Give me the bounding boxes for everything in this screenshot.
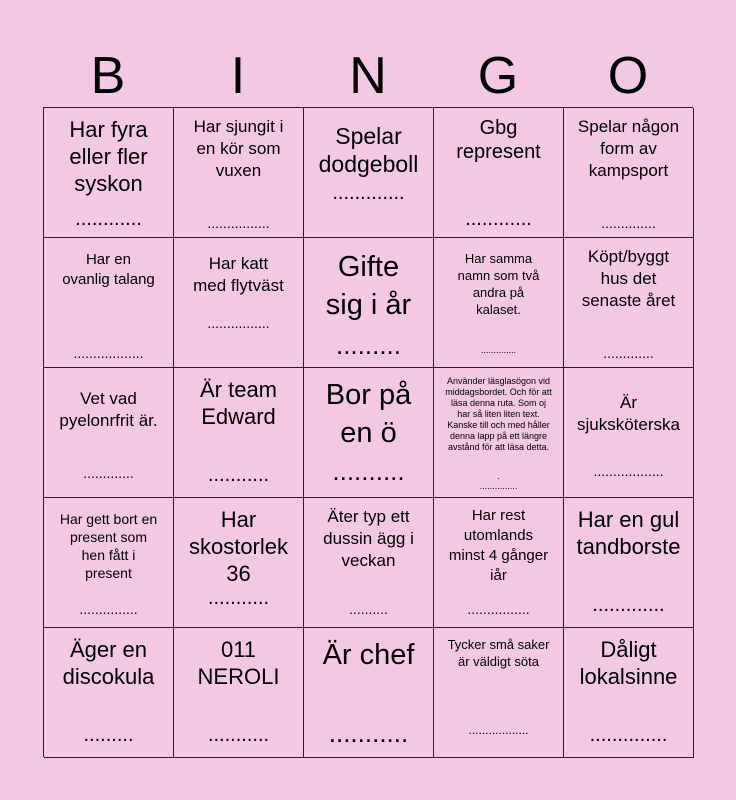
cell-text: Köpt/byggt hus det senaste året	[581, 247, 676, 310]
cell-blank-line: .............	[83, 465, 134, 481]
cell-text: Tycker små saker är väldigt söta	[447, 637, 550, 669]
cell-text: Har sjungit i en kör som vuxen	[193, 117, 284, 180]
cell-blank-line: ...........	[207, 587, 270, 609]
cell-blank-line: ..................	[468, 723, 529, 737]
cell-blank-line: ..................	[593, 463, 664, 479]
cell-blank-line: ..........	[349, 601, 388, 617]
bingo-cell[interactable]	[564, 368, 694, 498]
cell-text: Har skostorlek 36	[188, 507, 289, 586]
bingo-cell[interactable]	[174, 108, 304, 238]
bingo-cell[interactable]	[44, 238, 174, 368]
cell-text: Gifte sig i år	[325, 251, 412, 321]
cell-text: Vet vad pyelonrfrit är.	[59, 389, 158, 430]
bingo-cell[interactable]	[174, 238, 304, 368]
cell-text: 011 NEROLI	[197, 637, 280, 689]
bingo-header	[43, 44, 693, 108]
header-letter-n: N	[349, 47, 387, 105]
cell-text: Spelar någon form av kampsport	[577, 117, 680, 180]
header-letter-i: I	[230, 47, 246, 105]
cell-text: Bor på en ö	[325, 379, 412, 449]
header-letter-o: O	[607, 47, 649, 105]
cell-text: Har rest utomlands minst 4 gånger iår	[448, 507, 549, 584]
cell-blank-line: .............	[332, 182, 405, 204]
cell-text: Har gett bort en present som hen fått i present	[59, 511, 158, 581]
cell-blank-line: .............	[592, 594, 665, 616]
bingo-cell[interactable]	[434, 238, 564, 368]
bingo-cell[interactable]	[434, 368, 564, 498]
bingo-cell[interactable]	[564, 238, 694, 368]
bingo-cell[interactable]	[564, 108, 694, 238]
bingo-cell[interactable]	[564, 498, 694, 628]
cell-blank-line: . ...............	[479, 471, 518, 491]
cell-text: Har samma namn som två andra på kalaset.	[457, 251, 540, 317]
bingo-cell[interactable]	[44, 108, 174, 238]
bingo-cell[interactable]	[174, 498, 304, 628]
cell-text: Äger en discokula	[62, 637, 155, 689]
bingo-cell[interactable]	[564, 628, 694, 758]
cell-text: Har en gul tandborste	[576, 507, 681, 559]
cell-blank-line: ..............	[480, 345, 516, 355]
cell-blank-line: ................	[467, 601, 530, 617]
cell-text: Använder läsglasögon vid middagsbordet. Och för att läsa denna ruta. Som oj har så liten liten text. Kanske till och med håller denna lapp på ett längre avstånd för att läsa detta.	[445, 376, 552, 452]
cell-blank-line: ...........	[207, 724, 270, 746]
cell-text: Är team Edward	[199, 377, 278, 429]
cell-blank-line: ...........	[207, 464, 270, 486]
cell-text: Spelar dodgeboll	[318, 123, 419, 177]
cell-text: Har katt med flytväst	[193, 254, 284, 295]
bingo-cell[interactable]	[304, 368, 434, 498]
cell-text: Har fyra eller fler syskon	[69, 117, 148, 196]
bingo-cell[interactable]	[434, 108, 564, 238]
cell-blank-line: ............	[465, 208, 532, 230]
bingo-cell[interactable]	[44, 368, 174, 498]
cell-blank-line: .............	[603, 345, 654, 361]
cell-blank-line: ..................	[73, 345, 144, 361]
cell-text: Gbg represent	[456, 117, 541, 163]
bingo-cell[interactable]	[304, 108, 434, 238]
cell-text: Dåligt lokalsinne	[579, 637, 678, 689]
cell-blank-line: ............	[75, 208, 142, 230]
cell-text: Har en ovanlig talang	[62, 251, 155, 288]
cell-blank-line: ...........	[328, 718, 409, 748]
bingo-cell[interactable]	[304, 628, 434, 758]
cell-blank-line: ..............	[601, 215, 656, 231]
bingo-cell[interactable]	[434, 628, 564, 758]
bingo-cell[interactable]	[44, 498, 174, 628]
cell-blank-line: ..........	[332, 456, 405, 486]
bingo-grid	[43, 107, 693, 757]
bingo-cell[interactable]	[174, 628, 304, 758]
bingo-cell[interactable]	[434, 498, 564, 628]
header-letter-g: G	[477, 47, 519, 105]
cell-text: Är sjuksköterska	[577, 393, 680, 434]
bingo-cell[interactable]	[304, 498, 434, 628]
cell-text: Äter typ ett dussin ägg i veckan	[323, 507, 414, 570]
cell-text: Är chef	[322, 639, 415, 671]
cell-blank-line: ..............	[589, 724, 668, 746]
bingo-cell[interactable]	[304, 238, 434, 368]
bingo-cell[interactable]	[174, 368, 304, 498]
cell-blank-line: ................	[207, 315, 270, 331]
bingo-cell[interactable]	[44, 628, 174, 758]
cell-blank-line: ...............	[79, 601, 138, 617]
header-letter-b: B	[90, 47, 126, 105]
cell-blank-line: ................	[207, 215, 270, 231]
cell-blank-line: .........	[335, 330, 401, 360]
cell-blank-line: .........	[83, 724, 134, 746]
